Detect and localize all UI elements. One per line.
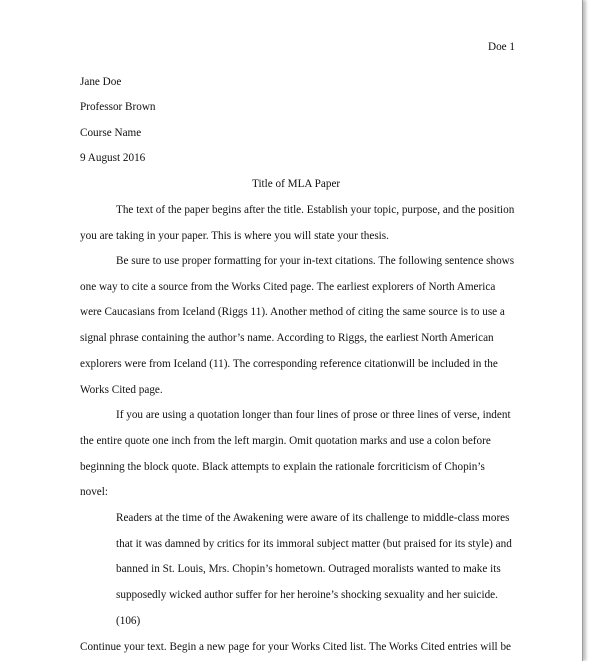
author-name: Jane Doe	[80, 76, 122, 88]
paragraph-3-line: If you are using a quotation longer than four lines of prose or three lines of verse, indent	[116, 409, 511, 421]
block-quote-citation: (106)	[116, 615, 141, 627]
instructor-name: Professor Brown	[80, 101, 156, 113]
block-quote-line: Readers at the time of the Awakening were aware of its challenge to middle-class mores	[116, 512, 510, 524]
paragraph-2-line: Be sure to use proper formatting for your in-text citations. The following sentence shows	[116, 255, 515, 267]
running-head: Doe 1	[488, 41, 516, 53]
paragraph-2-line: signal phrase containing the author’s name. According to Riggs, the earliest North American	[80, 332, 494, 344]
paragraph-4-line: Continue your text. Begin a new page for your Works Cited list. The Works Cited entries will be	[80, 641, 512, 653]
paragraph-2-line: one way to cite a source from the Works Cited page. The earliest explorers of North America	[80, 281, 496, 293]
paragraph-1-line: you are taking in your paper. This is where you will state your thesis.	[80, 230, 389, 242]
paragraph-2-line: were Caucasians from Iceland (Riggs 11). Another method of citing the same source is to use a	[80, 306, 505, 318]
paper-title: Title of MLA Paper	[252, 178, 341, 190]
block-quote-line: that it was damned by critics for its immoral subject matter (but praised for its style) and	[116, 538, 512, 550]
block-quote-line: supposedly wicked author suffer for her heroine’s shocking sexuality and her suicide.	[116, 589, 498, 601]
paragraph-3-line: novel:	[80, 486, 108, 498]
block-quote-line: banned in St. Louis, Mrs. Chopin’s hometown. Outraged moralists wanted to make its	[116, 563, 501, 575]
course-name: Course Name	[80, 127, 142, 139]
paragraph-2-line: explorers were from Iceland (11). The corresponding reference citationwill be included in the	[80, 358, 498, 370]
paragraph-3-line: beginning the block quote. Black attempts to explain the rationale forcriticism of Chopin’s	[80, 461, 485, 473]
date: 9 August 2016	[80, 152, 146, 164]
paragraph-3-line: the entire quote one inch from the left margin. Omit quotation marks and use a colon before	[80, 435, 491, 447]
paragraph-1-line: The text of the paper begins after the title. Establish your topic, purpose, and the position	[116, 204, 515, 216]
paragraph-2-line: Works Cited page.	[80, 384, 163, 396]
